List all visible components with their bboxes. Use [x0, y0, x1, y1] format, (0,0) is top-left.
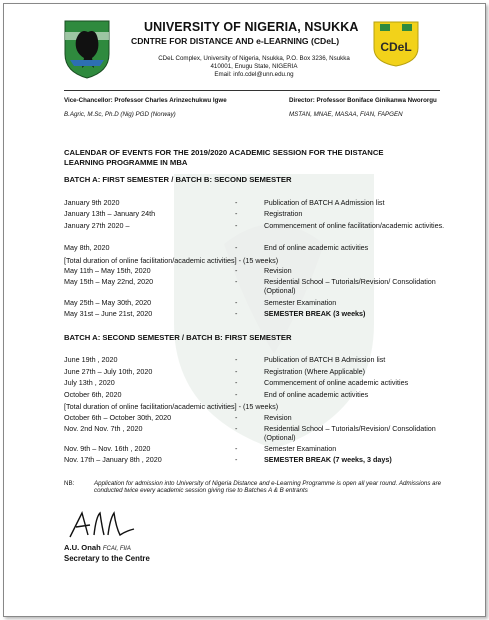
university-name: UNIVERSITY OF NIGERIA, NSUKKA: [144, 20, 359, 34]
signatory-name: A.U. Onah: [64, 543, 101, 552]
vice-chancellor: Vice-Chancellor: Professor Charles Arinzechukwu Igwe: [64, 97, 227, 104]
email-line: Email: info.cdel@unn.edu.ng: [214, 71, 294, 78]
header-divider: [64, 90, 440, 91]
vc-qualifications: B.Agric, M.Sc, Ph.D (Nig) PGD (Norway): [64, 111, 176, 118]
section1-duration: [Total duration of online facilitation/academic activities] - (15 weeks): [64, 256, 279, 265]
signature-image: [64, 509, 144, 541]
centre-name: CDNTRE FOR DISTANCE AND e-LEARNING (CDeL): [131, 36, 340, 46]
address-line-1: CDeL Complex, University of Nigeria, Nsukka, P.O. Box 3236, Nsukka: [158, 55, 350, 62]
signatory-qualifications: FCAI, FIIA: [102, 546, 131, 552]
document-page: UNIVERSITY OF NIGERIA, NSUKKA CDNTRE FOR DISTANCE AND e-LEARNING (CDeL) CDeL Complex, University of Nigeria, Nsukka, P.O. Box 3236, Nsukka 410001, Enugu State, NIGERIA Email: info.cdel@unn.edu.ng CDeL Vice-Chancellor: Professor Charles Arinzechukwu Igwe Director: Professor Boniface Ginikanwa Nwororgu B.Agric, M.Sc, Ph.D (Nig) PGD (Norway) MSTAN, MNAE, MASAA, FIAN, FAPGEN CALENDAR OF EVENTS FOR THE 2019/2020 ACADEMIC SESSION FOR THE DISTANCE LEARNING PROGRAMME IN MBA BATCH A: FIRST SEMESTER / BATCH B: SECOND SEMESTER January 9th 2020 - Publication of BATCH A Admission list January 13th – January 24th - Registration January 27th 2020 – - Commencement of online facilitation/academic activities. May 8th, 2020 - End of online academic activities [Total duration of online facilitation/academic activities] - (15 weeks) May 11th – May 15th, 2020 - Revision May 15th – May 22nd, 2020 - Residential School – Tutorials/Revision/ Consolidation (Optional) May 25th – May 30th, 2020 - Semester Examination May 31st – June 21st, 2020 - SEMESTER BREAK (3 weeks) BATCH A: SECOND SEMESTER / BATCH B: FIRST SEMESTER June 19th , 2020 - Publication of BATCH B Admission list June 27th – July 10th, 2020 - Registration (Where Applicable) July 13th , 2020 - Commencement of online academic activities October 6th, 2020 - End of online academic activities [Total duration of online facilitation/academic activities] - (15 weeks) October 6th – October 30th, 2020 - Revision Nov. 2nd Nov. 7th , 2020 - Residential School – Tutorials/Revision/ Consolidation (Optional) Nov. 9th – Nov. 16th , 2020 - Semester Examination Nov. 17th – January 8th , 2020 - SEMESTER BREAK (7 weeks, 3 days) NB: Application for admission into University of Nigeria Distance and e-Learning Programme is open all year round. Admissions are conducted twice every academic session giving rise to Batches A & B entrants A.U. Onah FCAI, FIIA Secretary to the Centre: [3, 3, 486, 617]
cdel-logo: [370, 18, 422, 68]
note-block: [64, 480, 442, 495]
unn-crest-logo: [62, 18, 112, 80]
director: Director: Professor Boniface Ginikanwa Nwororgu: [289, 97, 437, 104]
cdel-logo-text: CDeL: [380, 40, 412, 54]
note-text: Application for admission into University of Nigeria Distance and e-Learning Programme is open all year round. Admissions are conducted twice every academic session giving rise to Batches A & B entrants: [94, 480, 442, 495]
signatory-line: [64, 543, 131, 552]
section2-title: BATCH A: SECOND SEMESTER / BATCH B: FIRST SEMESTER: [64, 333, 292, 342]
address-line-2: 410001, Enugu State, NIGERIA: [210, 63, 298, 70]
heading-line-2: LEARNING PROGRAMME IN MBA: [64, 158, 188, 167]
section1-title: BATCH A: FIRST SEMESTER / BATCH B: SECOND SEMESTER: [64, 175, 292, 184]
note-label: NB:: [64, 480, 75, 487]
director-qualifications: MSTAN, MNAE, MASAA, FIAN, FAPGEN: [289, 111, 403, 118]
section2-duration: [Total duration of online facilitation/academic activities] - (15 weeks): [64, 402, 279, 411]
signatory-title: Secretary to the Centre: [64, 554, 150, 563]
heading-line-1: CALENDAR OF EVENTS FOR THE 2019/2020 ACADEMIC SESSION FOR THE DISTANCE: [64, 148, 384, 157]
